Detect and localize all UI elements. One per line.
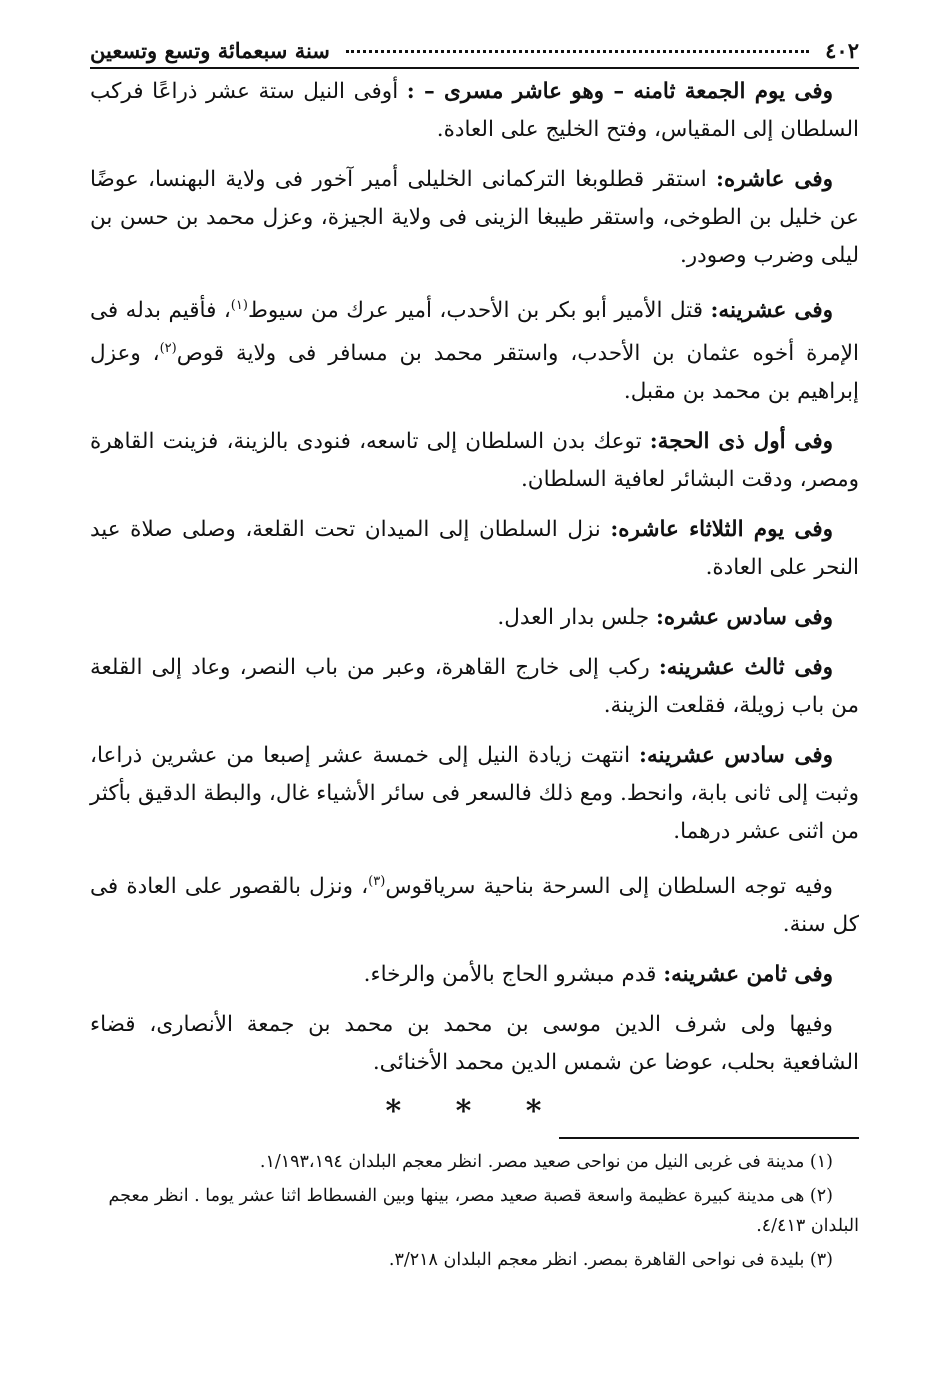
paragraph-text: قتل الأمير أبو بكر بن الأحدب، أمير عرك من سيوط bbox=[247, 298, 711, 324]
footnote-divider bbox=[559, 1137, 859, 1139]
paragraph bbox=[90, 423, 859, 499]
paragraph-text: قدم مبشرو الحاج بالأمن والرخاء. bbox=[363, 962, 664, 988]
paragraph-text: ، فأقيم بدله فى الإمرة أخوه عثمان بن الأحدب، واستقر محمد بن مسافر فى ولاية قوص bbox=[90, 298, 859, 367]
paragraph-lead: وفى أول ذى الحجة: bbox=[649, 429, 833, 455]
paragraph bbox=[90, 649, 859, 725]
paragraph-lead: وفى سادس عشره: bbox=[655, 605, 833, 631]
paragraph-text: ، ونزل بالقصور على العادة فى كل سنة. bbox=[90, 874, 859, 938]
paragraph-text: ، وعزل إبراهيم بن محمد بن مقبل. bbox=[90, 341, 859, 405]
paragraph bbox=[90, 863, 859, 944]
paragraph-text: وفيه توجه السلطان إلى السرحة بناحية سرياقوس bbox=[385, 874, 834, 900]
running-title: سنة سبعمائة وتسع وتسعين bbox=[90, 38, 330, 63]
paragraph bbox=[90, 1006, 859, 1082]
paragraph-text: ركب إلى خارج القاهرة، وعبر من باب النصر، وعاد إلى القلعة من باب زويلة، فقلعت الزينة. bbox=[90, 655, 859, 719]
running-head bbox=[90, 38, 859, 69]
footnote: (٣) بليدة فى نواحى القاهرة بمصر. انظر معجم البلدان ٣/٢١٨. bbox=[388, 1250, 833, 1271]
paragraph-text: نزل السلطان إلى الميدان تحت القلعة، وصلى صلاة عيد النحر على العادة. bbox=[90, 517, 859, 581]
paragraph bbox=[90, 287, 859, 411]
paragraph-lead: وفى ثالث عشرينه: bbox=[658, 655, 833, 681]
footnotes bbox=[90, 1147, 859, 1275]
paragraph bbox=[90, 73, 859, 149]
footnote-reference[interactable]: (١) bbox=[230, 298, 248, 313]
leader-dots bbox=[346, 50, 809, 53]
paragraph bbox=[90, 956, 859, 994]
paragraph-text: استقر قطلوبغا التركمانى الخليلى أمير آخور فى ولاية البهنسا، عوضًا عن خليل بن الطوخى، واستقر طيبغا الزينى فى ولاية الجيزة، وعزل محمد بن حسن بن ليلى وضرب وصودر. bbox=[90, 167, 859, 268]
paragraph-text: وفيها ولى شرف الدين موسى بن محمد بن محمد بن جمعة الأنصارى، قضاء الشافعية بحلب، عوضا عن شمس الدين محمد الأخنائى. bbox=[90, 1012, 859, 1076]
paragraph-text: توعك بدن السلطان إلى تاسعه، فنودى بالزينة، فزينت القاهرة ومصر، ودقت البشائر لعافية السلطان. bbox=[90, 429, 859, 493]
paragraph-lead: وفى عشرينه: bbox=[710, 298, 834, 324]
paragraph bbox=[90, 599, 859, 637]
footnote: (٢) هى مدينة كبيرة عظيمة واسعة قصبة صعيد مصر، بينها وبين الفسطاط اثنا عشر يوما . انظر معجم البلدان ٤/٤١٣. bbox=[108, 1186, 859, 1237]
paragraph bbox=[90, 737, 859, 851]
paragraph bbox=[90, 161, 859, 275]
paragraph-lead: وفى يوم الجمعة ثامنه – وهو عاشر مسرى – : bbox=[406, 79, 833, 104]
footnote: (١) مدينة فى غربى النيل من نواحى صعيد مصر. انظر معجم البلدان ١/١٩٣،١٩٤. bbox=[259, 1152, 833, 1173]
paragraph bbox=[90, 511, 859, 587]
paragraph-text: انتهت زيادة النيل إلى خمسة عشر إصبعا من عشرين ذراعا، وثبت إلى ثانى بابة، وانحط. ومع ذلك فالسعر فى سائر الأشياء غال، والبطة الدقيق بأكثر من اثنى عشر درهما. bbox=[90, 743, 859, 845]
footnote-reference[interactable]: (٣) bbox=[368, 874, 386, 890]
paragraph-lead: وفى عاشره: bbox=[716, 167, 833, 192]
paragraph-text: جلس بدار العدل. bbox=[497, 605, 656, 631]
paragraph-lead: وفى ثامن عشرينه: bbox=[663, 962, 833, 988]
footnote-reference[interactable]: (٢) bbox=[159, 341, 177, 357]
paragraph-lead: وفى يوم الثلاثاء عاشره: bbox=[610, 517, 833, 543]
section-separator: * * * bbox=[385, 1094, 564, 1130]
page-number: ٤٠٢ bbox=[825, 38, 859, 63]
paragraph-lead: وفى سادس عشرينه: bbox=[639, 743, 833, 769]
paragraph-text: أوفى النيل ستة عشر ذراعًا فركب السلطان إلى المقياس، وفتح الخليج على العادة. bbox=[90, 79, 859, 142]
body-text bbox=[90, 73, 859, 1082]
